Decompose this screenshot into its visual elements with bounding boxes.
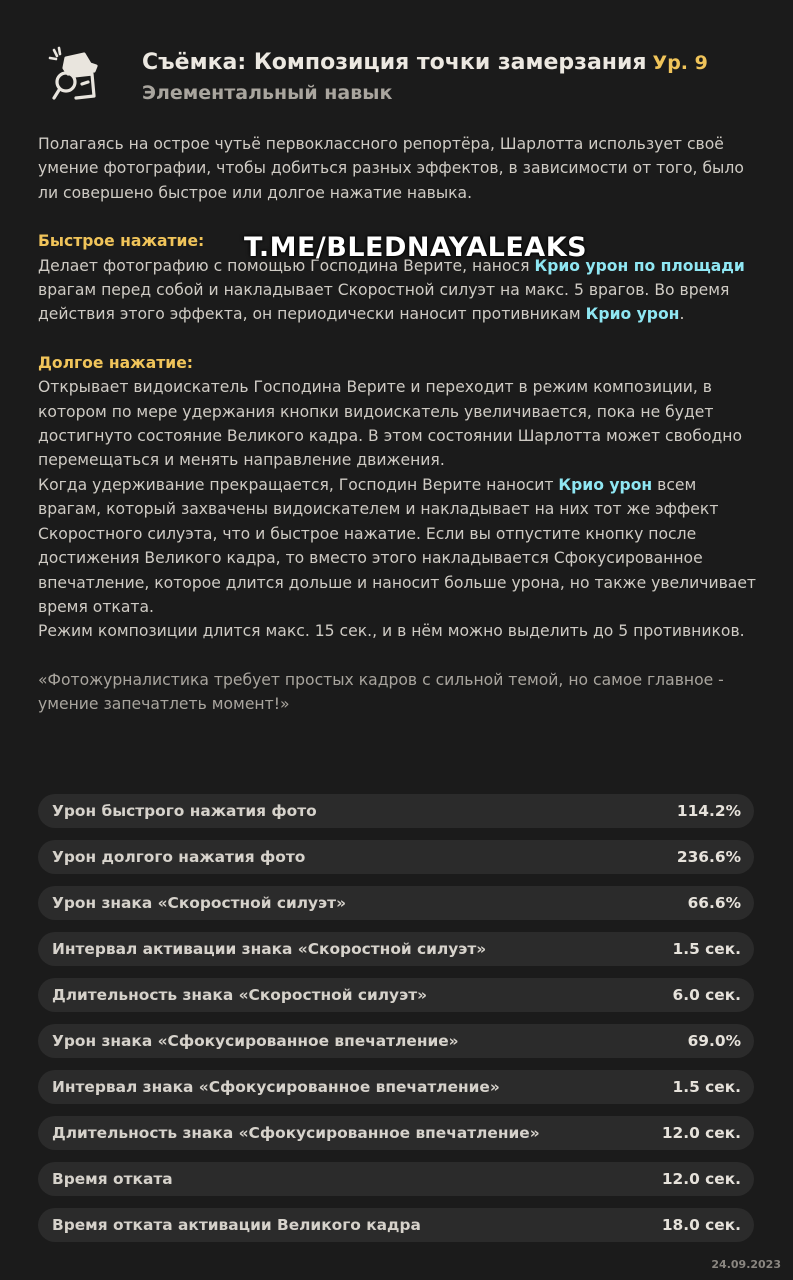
stat-row xyxy=(38,1162,754,1196)
skill-type: Элементальный навык xyxy=(142,82,393,104)
stat-label: Урон долгого нажатия фото xyxy=(52,848,306,866)
hold-paragraph-2: Когда удерживание прекращается, Господин Верите наносит Крио урон всем врагам, который захвачены видоискателем и накладывает на них тот же эффект Скоростного силуэта, что и быстрое нажатие. Если вы отпустите кнопку после достижения Великого кадра, то вместо этого накладывается Сфокусированное впечатление, которое длится дольше и наносит больше урона, но также увеличивает время отката. xyxy=(38,475,757,616)
stat-row xyxy=(38,1208,754,1242)
skill-description xyxy=(38,132,758,717)
stat-row xyxy=(38,1070,754,1104)
flavor-quote: «Фотожурналистика требует простых кадров с сильной темой, но самое главное - умение запечатлеть момент!» xyxy=(38,670,724,714)
stat-value: 18.0 сек. xyxy=(661,1216,741,1234)
stat-row xyxy=(38,978,754,1012)
hold-heading: Долгое нажатие: xyxy=(38,353,194,372)
stat-label: Урон знака «Сфокусированное впечатление» xyxy=(52,1032,459,1050)
stat-value: 69.0% xyxy=(687,1032,741,1050)
stat-row xyxy=(38,932,754,966)
stat-label: Время отката xyxy=(52,1170,173,1188)
stat-row xyxy=(38,1024,754,1058)
stat-row xyxy=(38,1116,754,1150)
skill-header xyxy=(38,40,758,120)
stat-label: Интервал знака «Сфокусированное впечатление» xyxy=(52,1078,500,1096)
stat-value: 1.5 сек. xyxy=(672,1078,741,1096)
cryo-damage-text: Крио урон xyxy=(585,305,680,324)
hold-paragraph-1: Открывает видоискатель Господина Верите и переходит в режим композиции, в котором по мере удержания кнопки видоискатель увеличивается, пока не будет достигнуто состояние Великого кадра. В этом состоянии Шарлотта может свободно перемещаться и менять направление движения. xyxy=(38,378,743,470)
date-stamp: 24.09.2023 xyxy=(711,1258,781,1271)
skill-title-line xyxy=(142,50,708,75)
stat-label: Урон быстрого нажатия фото xyxy=(52,802,317,820)
stat-value: 114.2% xyxy=(676,802,741,820)
intro-paragraph: Полагаясь на острое чутьё первоклассного репортёра, Шарлотта использует своё умение фотографии, чтобы добиться разных эффектов, в зависимости от того, было ли совершено быстрое или долгое нажатие навыка. xyxy=(38,135,744,202)
skill-level: Ур. 9 xyxy=(652,52,708,74)
cryo-aoe-damage-text: Крио урон по площади xyxy=(534,256,745,275)
stat-row xyxy=(38,886,754,920)
stats-table xyxy=(38,794,754,1254)
stat-value: 6.0 сек. xyxy=(672,986,741,1004)
stat-row xyxy=(38,840,754,874)
stat-value: 1.5 сек. xyxy=(672,940,741,958)
cryo-damage-text: Крио урон xyxy=(558,475,653,494)
stat-value: 236.6% xyxy=(676,848,741,866)
stat-label: Время отката активации Великого кадра xyxy=(52,1216,421,1234)
stat-value: 66.6% xyxy=(687,894,741,912)
stat-row xyxy=(38,794,754,828)
skill-title: Съёмка: Композиция точки замерзания xyxy=(142,50,647,75)
stat-value: 12.0 сек. xyxy=(661,1124,741,1142)
tap-heading: Быстрое нажатие: xyxy=(38,232,205,251)
hold-paragraph-3: Режим композиции длится макс. 15 сек., и в нём можно выделить до 5 противников. xyxy=(38,622,745,641)
stat-label: Интервал активации знака «Скоростной силуэт» xyxy=(52,940,487,958)
watermark: T.ME/BLEDNAYALEAKS xyxy=(244,232,588,263)
stat-value: 12.0 сек. xyxy=(661,1170,741,1188)
stat-label: Длительность знака «Сфокусированное впечатление» xyxy=(52,1124,540,1142)
stat-label: Урон знака «Скоростной силуэт» xyxy=(52,894,347,912)
stat-label: Длительность знака «Скоростной силуэт» xyxy=(52,986,428,1004)
camera-reporter-icon xyxy=(44,44,102,102)
tap-paragraph: Делает фотографию с помощью Господина Верите, нанося Крио урон по площади врагам перед собой и накладывает Скоростной силуэт на макс. 5 врагов. Во время действия этого эффекта, он периодически наносит противникам Крио урон. xyxy=(38,256,745,324)
